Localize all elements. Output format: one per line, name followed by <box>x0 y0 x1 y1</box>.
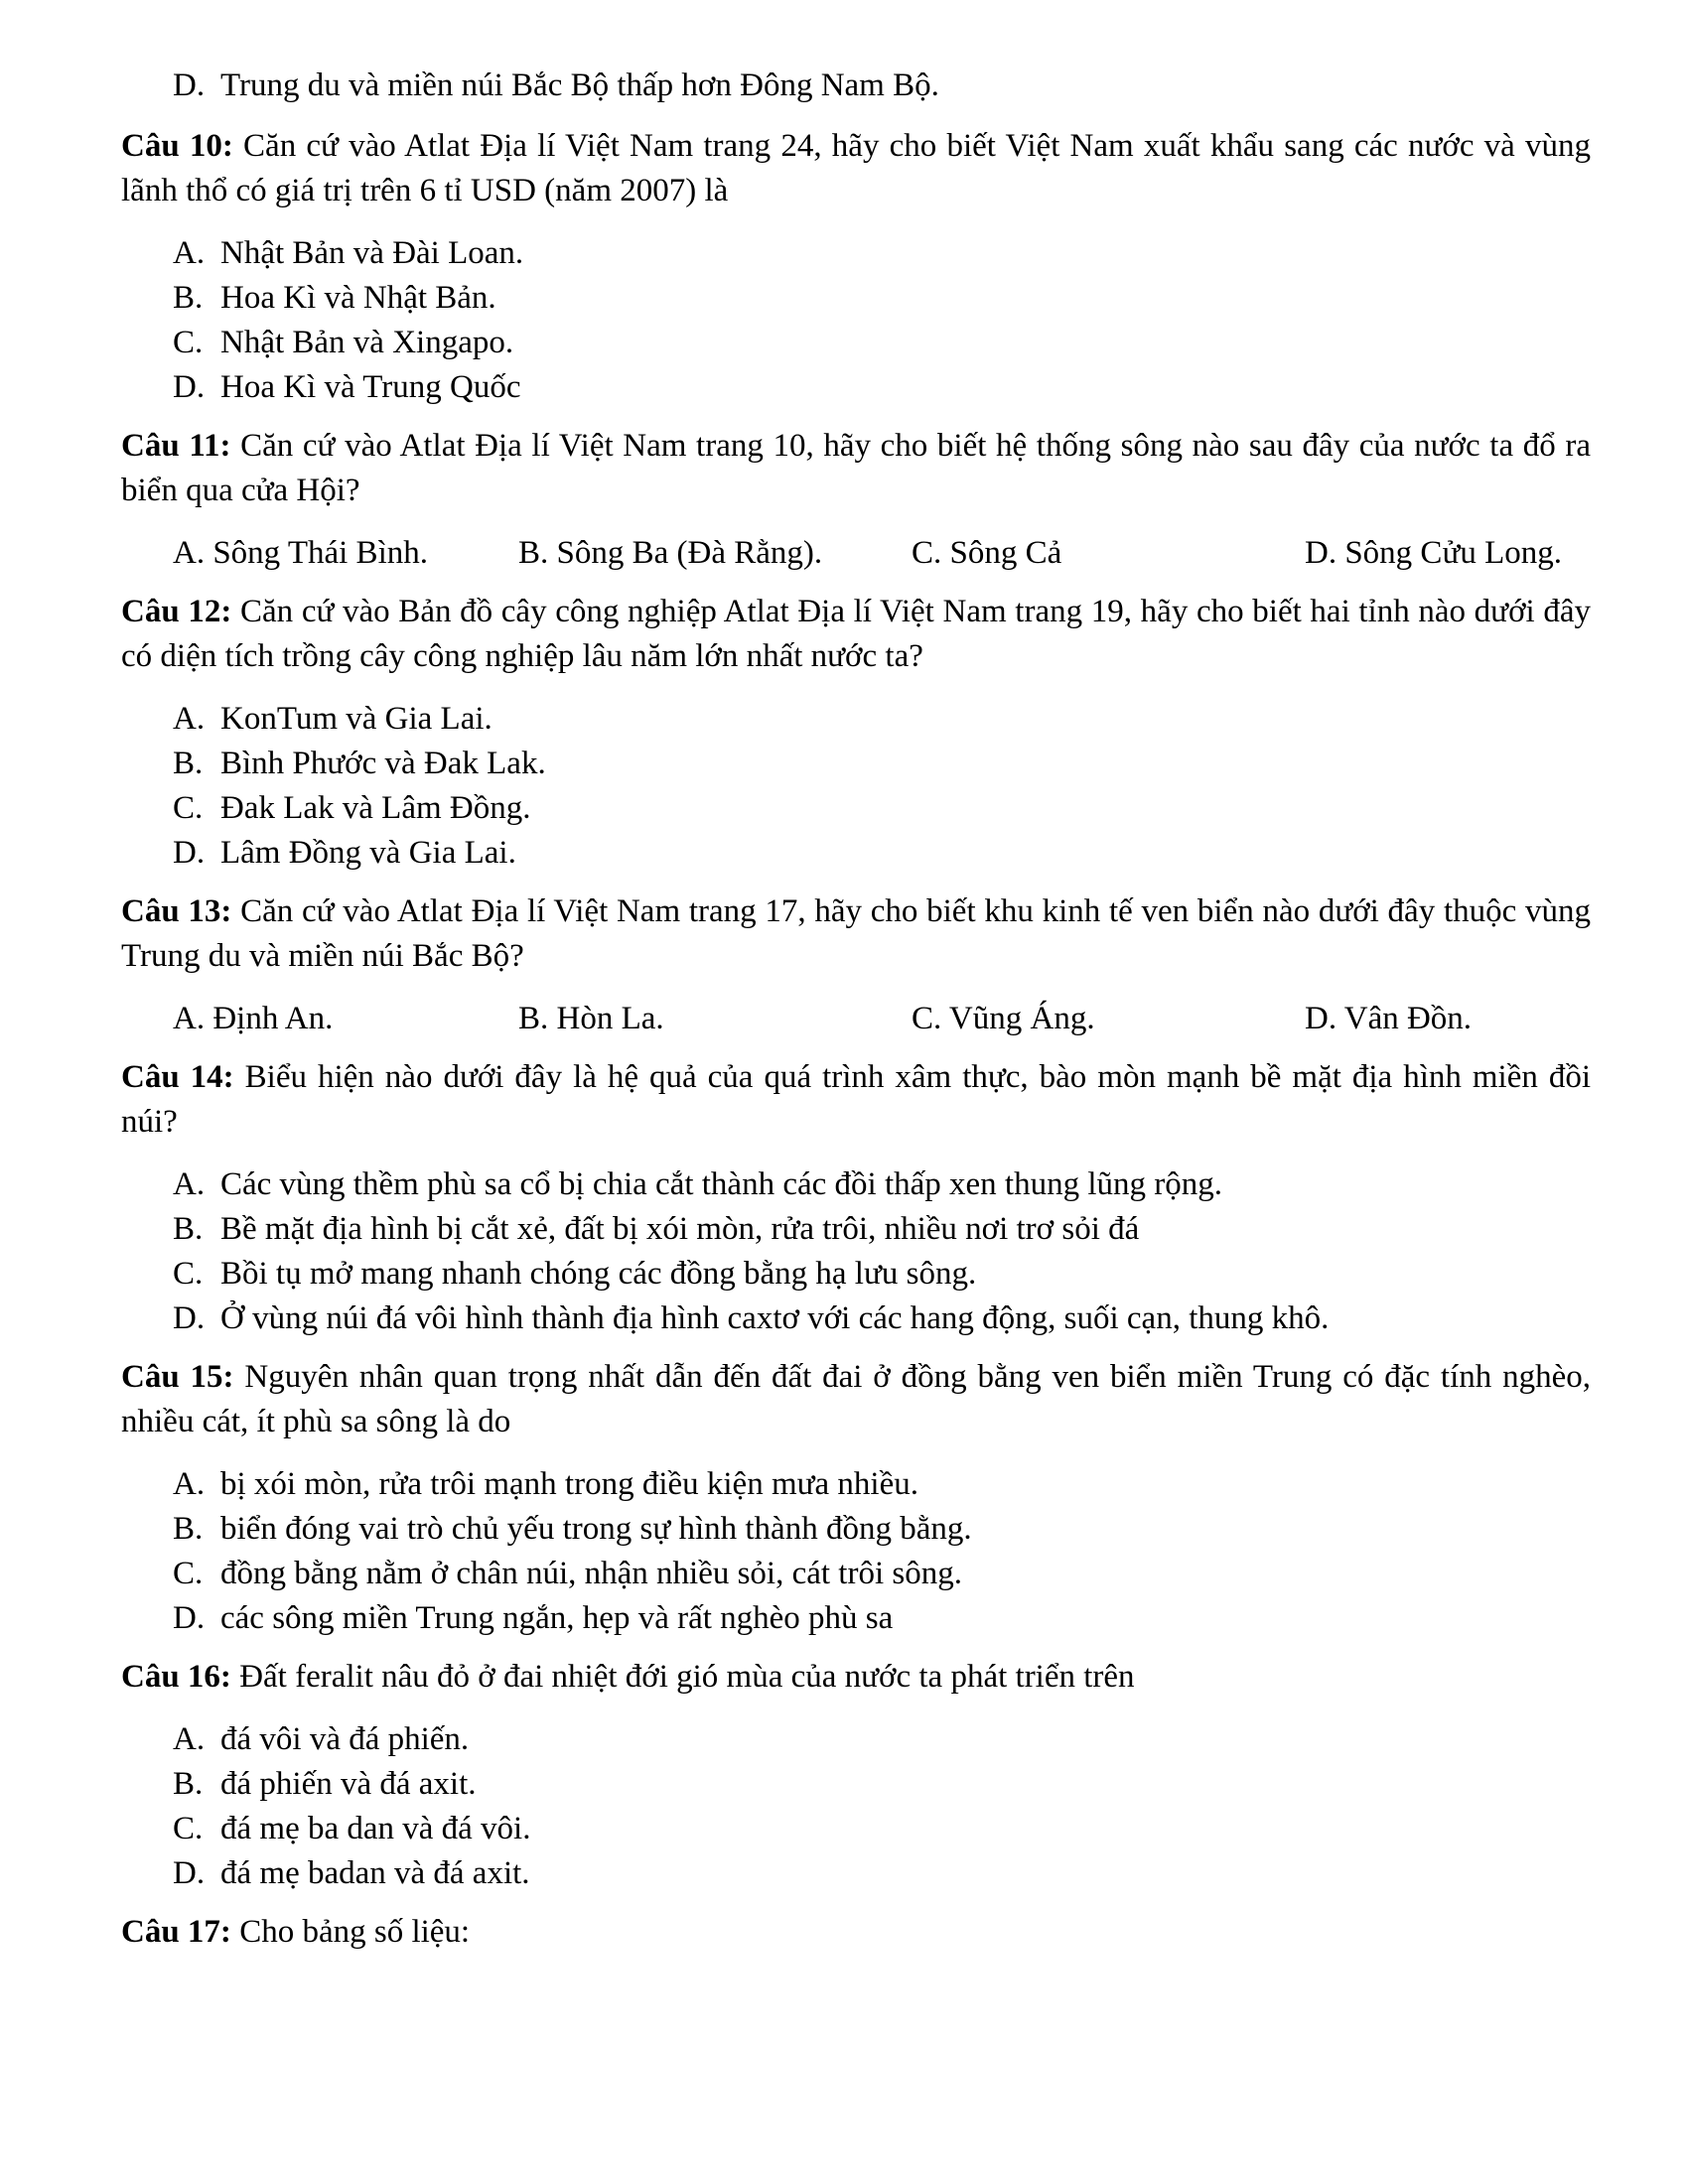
option-d <box>173 1851 1591 1896</box>
question-text: Căn cứ vào Atlat Địa lí Việt Nam trang 10, hãy cho biết hệ thống sông nào sau đây của nước ta đổ ra biển qua cửa Hội? <box>121 428 1592 508</box>
question-12-options <box>173 697 1591 876</box>
option-a <box>173 697 1591 742</box>
question-16 <box>121 1655 1591 1700</box>
option-text: Bình Phước và Đak Lak. <box>220 746 546 781</box>
option-d: D. Vân Đồn. <box>1305 1001 1473 1036</box>
question-14 <box>121 1055 1591 1145</box>
option-letter: C. <box>173 1256 204 1292</box>
option-b <box>173 1207 1591 1252</box>
option-letter: A. <box>173 235 206 271</box>
question-number: Câu 10: <box>121 128 233 164</box>
option-text: đá mẹ ba dan và đá vôi. <box>220 1811 531 1846</box>
option-text: Trung du và miền núi Bắc Bộ thấp hơn Đông Nam Bộ. <box>220 68 939 103</box>
option-text: Hoa Kì và Nhật Bản. <box>220 280 496 316</box>
question-15 <box>121 1355 1591 1444</box>
question-13-options <box>121 997 1591 1041</box>
option-text: bị xói mòn, rửa trôi mạnh trong điều kiện mưa nhiều. <box>220 1466 918 1502</box>
question-number: Câu 16: <box>121 1659 231 1695</box>
option-letter: D. <box>173 1855 206 1891</box>
question-16-options <box>173 1717 1591 1896</box>
option-text: KonTum và Gia Lai. <box>220 701 492 737</box>
option-b <box>173 1762 1591 1807</box>
option-text: Bề mặt địa hình bị cắt xẻ, đất bị xói mòn, rửa trôi, nhiều nơi trơ sỏi đá <box>220 1211 1140 1247</box>
question-text: Nguyên nhân quan trọng nhất dẫn đến đất đai ở đồng bằng ven biển miền Trung có đặc tính nghèo, nhiều cát, ít phù sa sông là do <box>121 1359 1591 1439</box>
option-d <box>173 1596 1591 1641</box>
option-a <box>173 1162 1591 1207</box>
option-text: biển đóng vai trò chủ yếu trong sự hình thành đồng bằng. <box>220 1511 972 1547</box>
option-d <box>173 1297 1591 1341</box>
exam-page <box>121 64 1591 1973</box>
option-letter: D. <box>173 835 206 871</box>
option-letter: B. <box>173 1766 204 1802</box>
question-10-options <box>173 231 1591 410</box>
option-c <box>173 1807 1591 1851</box>
option-c: C. Sông Cả <box>912 535 1062 571</box>
question-text: Cho bảng số liệu: <box>239 1914 471 1950</box>
question-text: Đất feralit nâu đỏ ở đai nhiệt đới gió mùa của nước ta phát triển trên <box>239 1659 1135 1695</box>
option-letter: D. <box>173 1600 206 1636</box>
option-letter: C. <box>173 325 204 360</box>
question-text: Căn cứ vào Atlat Địa lí Việt Nam trang 24, hãy cho biết Việt Nam xuất khẩu sang các nước và vùng lãnh thổ có giá trị trên 6 tỉ USD (năm 2007) là <box>121 128 1591 208</box>
option-text: đá phiến và đá axit. <box>220 1766 477 1802</box>
option-letter: C. <box>173 790 204 826</box>
option-text: Nhật Bản và Xingapo. <box>220 325 514 360</box>
option-c <box>173 1552 1591 1596</box>
option-letter: A. <box>173 1721 206 1757</box>
question-13 <box>121 889 1591 979</box>
option-a: A. Định An. <box>173 1001 334 1036</box>
question-12 <box>121 590 1591 679</box>
option-letter: D. <box>173 68 206 103</box>
question-number: Câu 12: <box>121 594 232 629</box>
option-d <box>173 365 1591 410</box>
option-d: D. Sông Cửu Long. <box>1305 535 1562 571</box>
question-number: Câu 17: <box>121 1914 231 1950</box>
question-text: Biểu hiện nào dưới đây là hệ quả của quá trình xâm thực, bào mòn mạnh bề mặt địa hình miền đồi núi? <box>121 1059 1591 1140</box>
option-text: Các vùng thềm phù sa cổ bị chia cắt thành các đồi thấp xen thung lũng rộng. <box>220 1166 1222 1202</box>
option-text: đá mẹ badan và đá axit. <box>220 1855 530 1891</box>
option-letter: A. <box>173 701 206 737</box>
option-text: Hoa Kì và Trung Quốc <box>220 369 521 405</box>
option-text: Nhật Bản và Đài Loan. <box>220 235 524 271</box>
question-11 <box>121 424 1591 513</box>
option-letter: B. <box>173 1211 204 1247</box>
question-text: Căn cứ vào Bản đồ cây công nghiệp Atlat Địa lí Việt Nam trang 19, hãy cho biết hai tỉnh nào dưới đây có diện tích trồng cây công nghiệp lâu năm lớn nhất nước ta? <box>121 594 1591 674</box>
question-17 <box>121 1910 1591 1955</box>
question-number: Câu 13: <box>121 893 232 929</box>
question-10 <box>121 124 1591 213</box>
option-a: A. Sông Thái Bình. <box>173 535 428 571</box>
question-number: Câu 14: <box>121 1059 234 1095</box>
question-number: Câu 11: <box>121 428 231 464</box>
option-a <box>173 231 1591 276</box>
option-c <box>173 1252 1591 1297</box>
question-11-options <box>121 531 1591 576</box>
option-c: C. Vũng Áng. <box>912 1001 1095 1036</box>
question-14-options <box>173 1162 1591 1341</box>
question-text: Căn cứ vào Atlat Địa lí Việt Nam trang 17, hãy cho biết khu kinh tế ven biển nào dưới đây thuộc vùng Trung du và miền núi Bắc Bộ? <box>121 893 1591 974</box>
option-letter: B. <box>173 1511 204 1547</box>
option-b <box>173 1507 1591 1552</box>
option-c <box>173 321 1591 365</box>
previous-question-option-d <box>173 64 1591 108</box>
option-text: Bồi tụ mở mang nhanh chóng các đồng bằng hạ lưu sông. <box>220 1256 977 1292</box>
option-c <box>173 786 1591 831</box>
option-text: đồng bằng nằm ở chân núi, nhận nhiều sỏi, cát trôi sông. <box>220 1556 962 1591</box>
option-b: B. Sông Ba (Đà Rằng). <box>518 535 823 571</box>
question-15-options <box>173 1462 1591 1641</box>
option-text: đá vôi và đá phiến. <box>220 1721 470 1757</box>
option-letter: A. <box>173 1466 206 1502</box>
question-number: Câu 15: <box>121 1359 234 1395</box>
option-b: B. Hòn La. <box>518 1001 664 1036</box>
option-letter: C. <box>173 1556 204 1591</box>
option-b <box>173 276 1591 321</box>
option-letter: B. <box>173 280 204 316</box>
option-a <box>173 1462 1591 1507</box>
option-b <box>173 742 1591 786</box>
option-text: Ở vùng núi đá vôi hình thành địa hình caxtơ với các hang động, suối cạn, thung khô. <box>220 1300 1330 1336</box>
option-text: các sông miền Trung ngắn, hẹp và rất nghèo phù sa <box>220 1600 894 1636</box>
option-letter: D. <box>173 369 206 405</box>
option-d <box>173 831 1591 876</box>
option-a <box>173 1717 1591 1762</box>
option-letter: B. <box>173 746 204 781</box>
option-text: Đak Lak và Lâm Đồng. <box>220 790 531 826</box>
option-letter: C. <box>173 1811 204 1846</box>
option-text: Lâm Đồng và Gia Lai. <box>220 835 516 871</box>
option-letter: A. <box>173 1166 206 1202</box>
option-letter: D. <box>173 1300 206 1336</box>
